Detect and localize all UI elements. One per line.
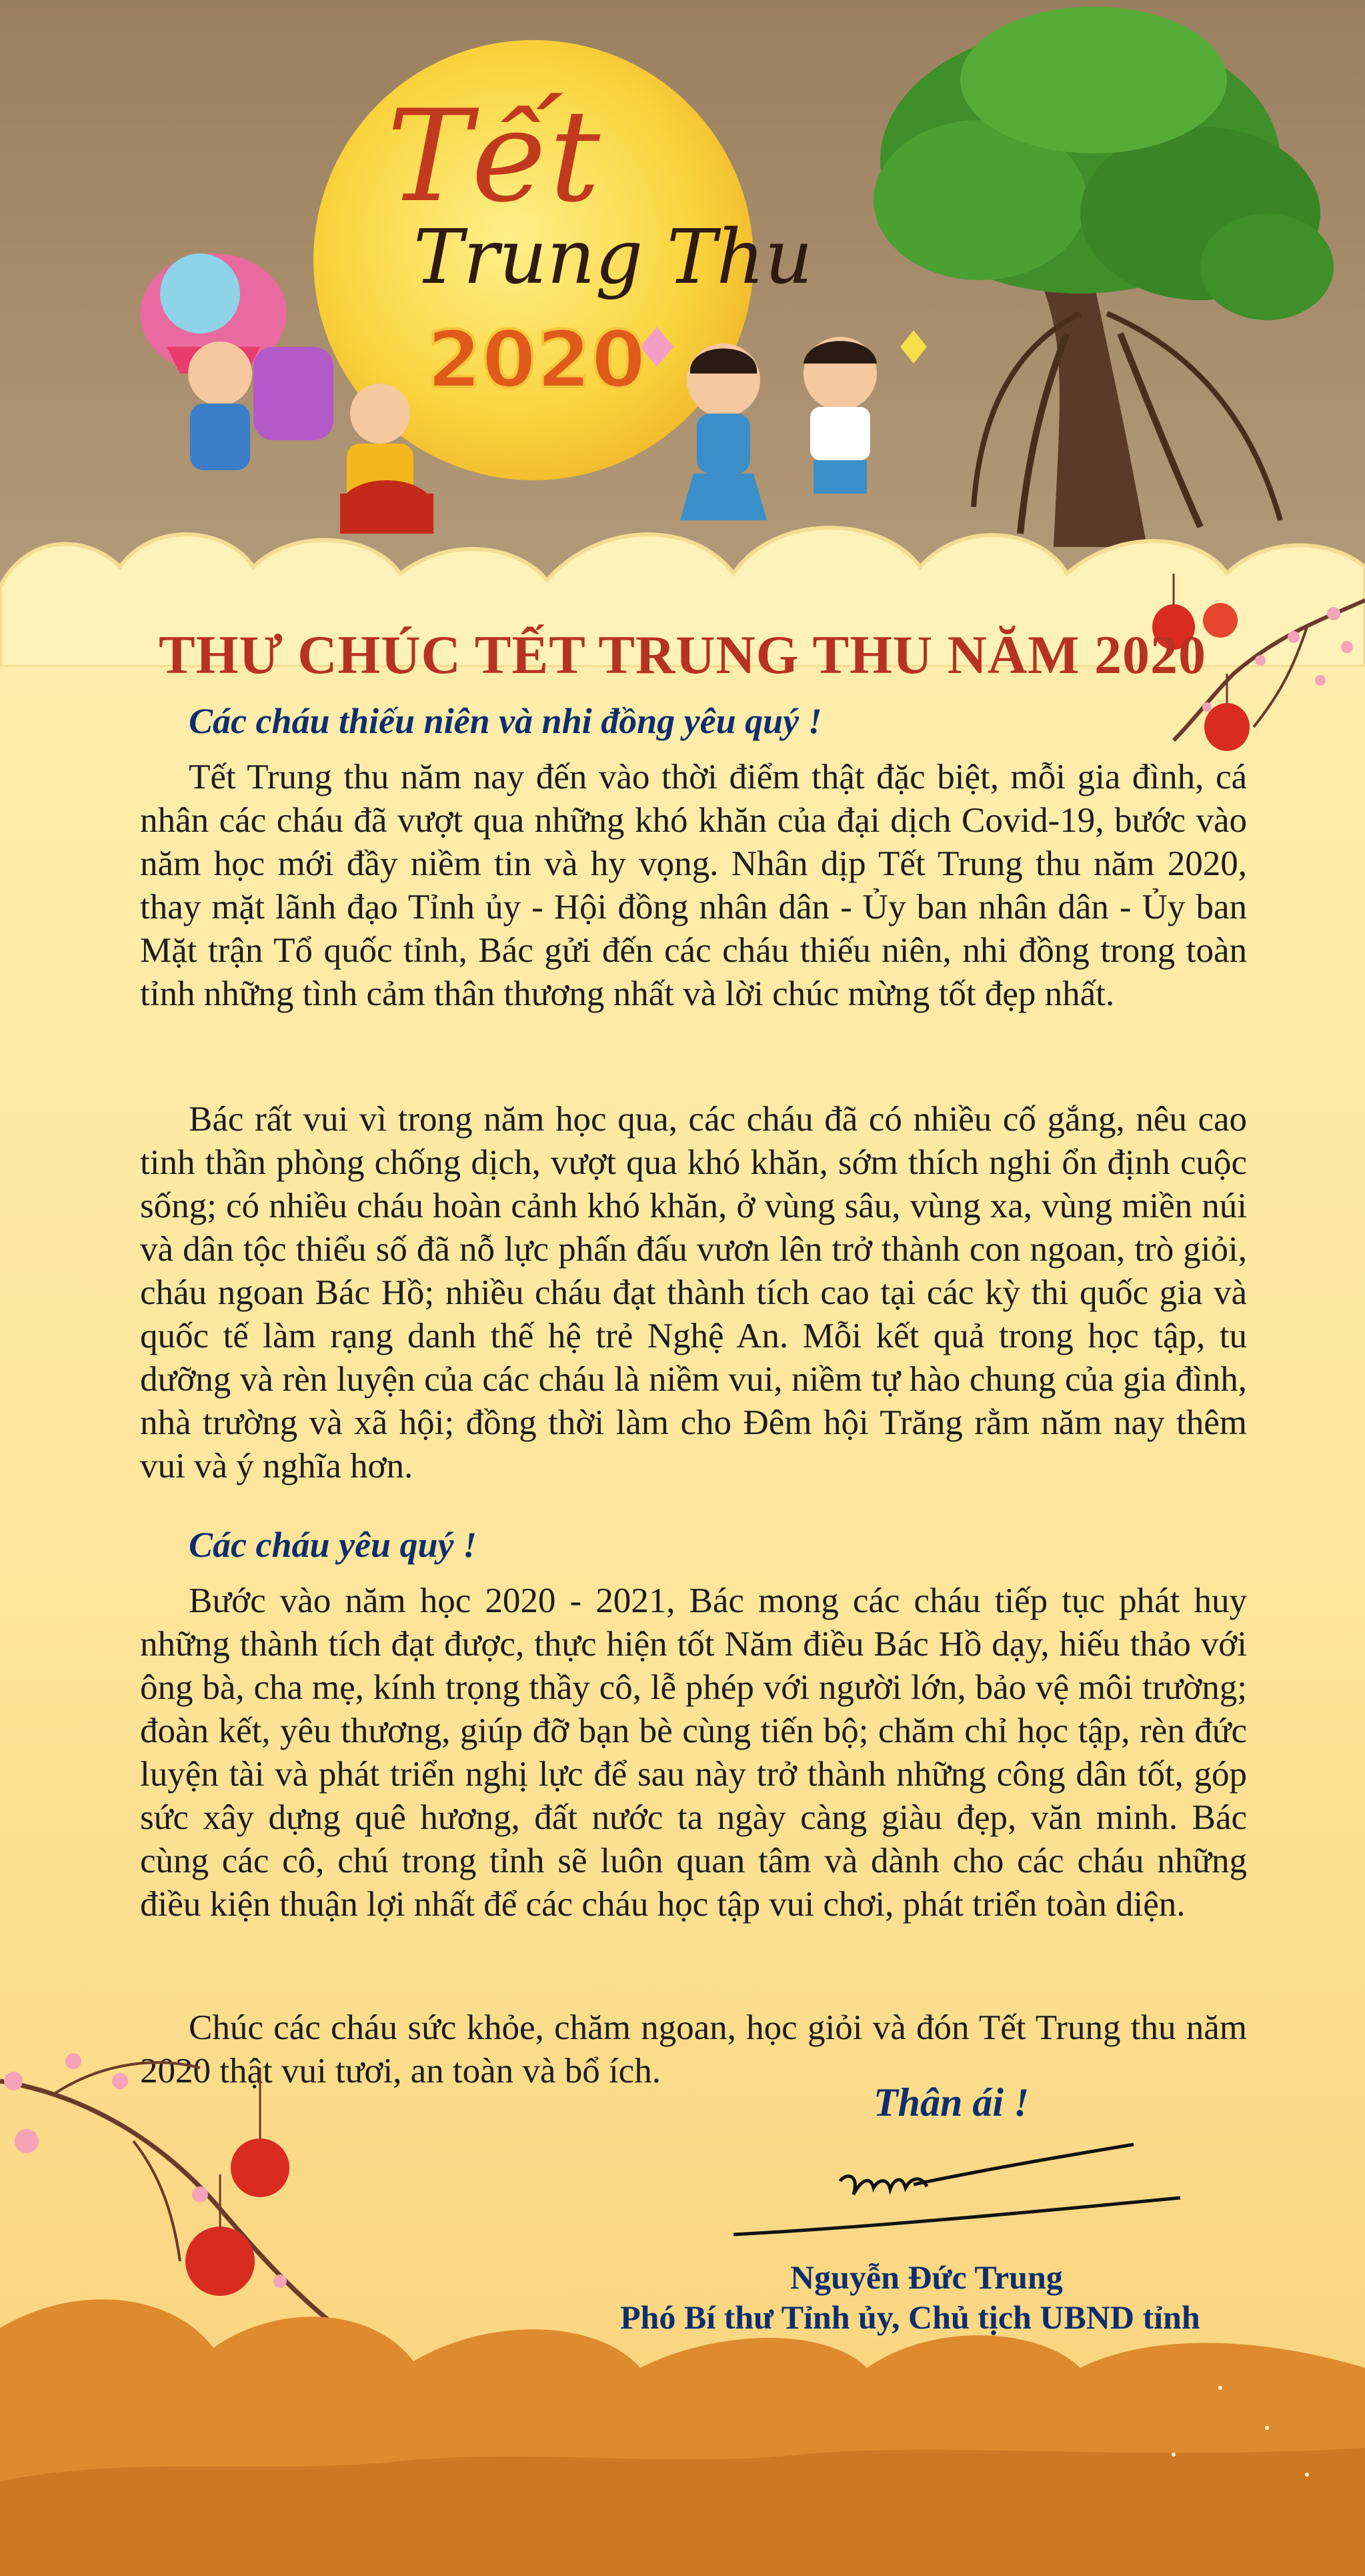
- paragraph-4: Chúc các cháu sức khỏe, chăm ngoan, học giỏi và đón Tết Trung thu năm 2020 thật vui tươi, an toàn và bổ ích.: [140, 2008, 1247, 2090]
- signer-name: Nguyễn Đức Trung: [790, 2259, 1063, 2296]
- boy-blue-illustration: [188, 342, 252, 470]
- letter-title: THƯ CHÚC TẾT TRUNG THU NĂM 2020: [159, 624, 1206, 685]
- closing-greeting: Thân ái !: [874, 2080, 1030, 2124]
- paragraph-3: Bước vào năm học 2020 - 2021, Bác mong các cháu tiếp tục phát huy những thành tích đạt được, thực hiện tốt Năm điều Bác Hồ dạy, hiếu thảo với ông bà, cha mẹ, kính trọng thầy cô, lễ phép với người lớn, bảo vệ môi trường; đoàn kết, yêu thương, giúp đỡ bạn bè cùng tiến bộ; chăm chỉ học tập, rèn đức luyện tài và phát triển nghị lực để sau này trở thành những công dân tốt, góp sức xây dựng quê hương, đất nước ta ngày càng giàu đẹp, văn minh. Bác cùng các cô, chú trong tỉnh sẽ luôn quan tâm và dành cho các cháu những điều kiện thuận lợi nhất để các cháu học tập vui chơi, phát triển toàn diện.: [140, 1581, 1247, 1924]
- salutation-1: Các cháu thiếu niên và nhi đồng yêu quý !: [189, 701, 822, 741]
- festival-title-art: [373, 83, 813, 427]
- footer-hills-illustration: [0, 2255, 1365, 2576]
- art-title-year: 2020: [427, 313, 646, 406]
- art-title-trung-thu: Trung Thu: [413, 214, 813, 301]
- paragraph-1: Tết Trung thu năm nay đến vào thời điểm thật đặc biệt, mỗi gia đình, cá nhân các cháu đã vượt qua những khó khăn của đại dịch Covid-19, bước vào năm học mới đầy niềm tin và hy vọng. Nhân dịp Tết Trung thu năm 2020, thay mặt lãnh đạo Tỉnh ủy - Hội đồng nhân dân - Ủy ban nhân dân - Ủy ban Mặt trận Tổ quốc tỉnh, Bác gửi đến các cháu thiếu niên, nhi đồng trong toàn tỉnh những tình cảm thân thương nhất và lời chúc mừng tốt đẹp nhất.: [140, 758, 1247, 1013]
- signer-title: Phó Bí thư Tỉnh ủy, Chủ tịch UBND tỉnh: [620, 2299, 1200, 2336]
- art-title-tet: Tết: [387, 83, 600, 230]
- paragraph-2: Bác rất vui vì trong năm học qua, các cháu đã có nhiều cố gắng, nêu cao tinh thần phòng chống dịch, vượt qua khó khăn, sớm thích nghi ổn định cuộc sống; có nhiều cháu hoàn cảnh khó khăn, ở vùng sâu, vùng xa, vùng miền núi và dân tộc thiểu số đã nỗ lực phấn đấu vươn lên trở thành con ngoan, trò giỏi, cháu ngoan Bác Hồ; nhiều cháu đạt thành tích cao tại các kỳ thi quốc gia và quốc tế làm rạng danh thế hệ trẻ Nghệ An. Mỗi kết quả trong học tập, tu dưỡng và rèn luyện của các cháu là niềm vui, niềm tự hào chung của gia đình, nhà trường và xã hội; đồng thời làm cho Đêm hội Trăng rằm năm nay thêm vui và ý nghĩa hơn.: [140, 1100, 1247, 1485]
- salutation-2: Các cháu yêu quý !: [189, 1525, 477, 1565]
- handwritten-signature: [727, 2134, 1194, 2255]
